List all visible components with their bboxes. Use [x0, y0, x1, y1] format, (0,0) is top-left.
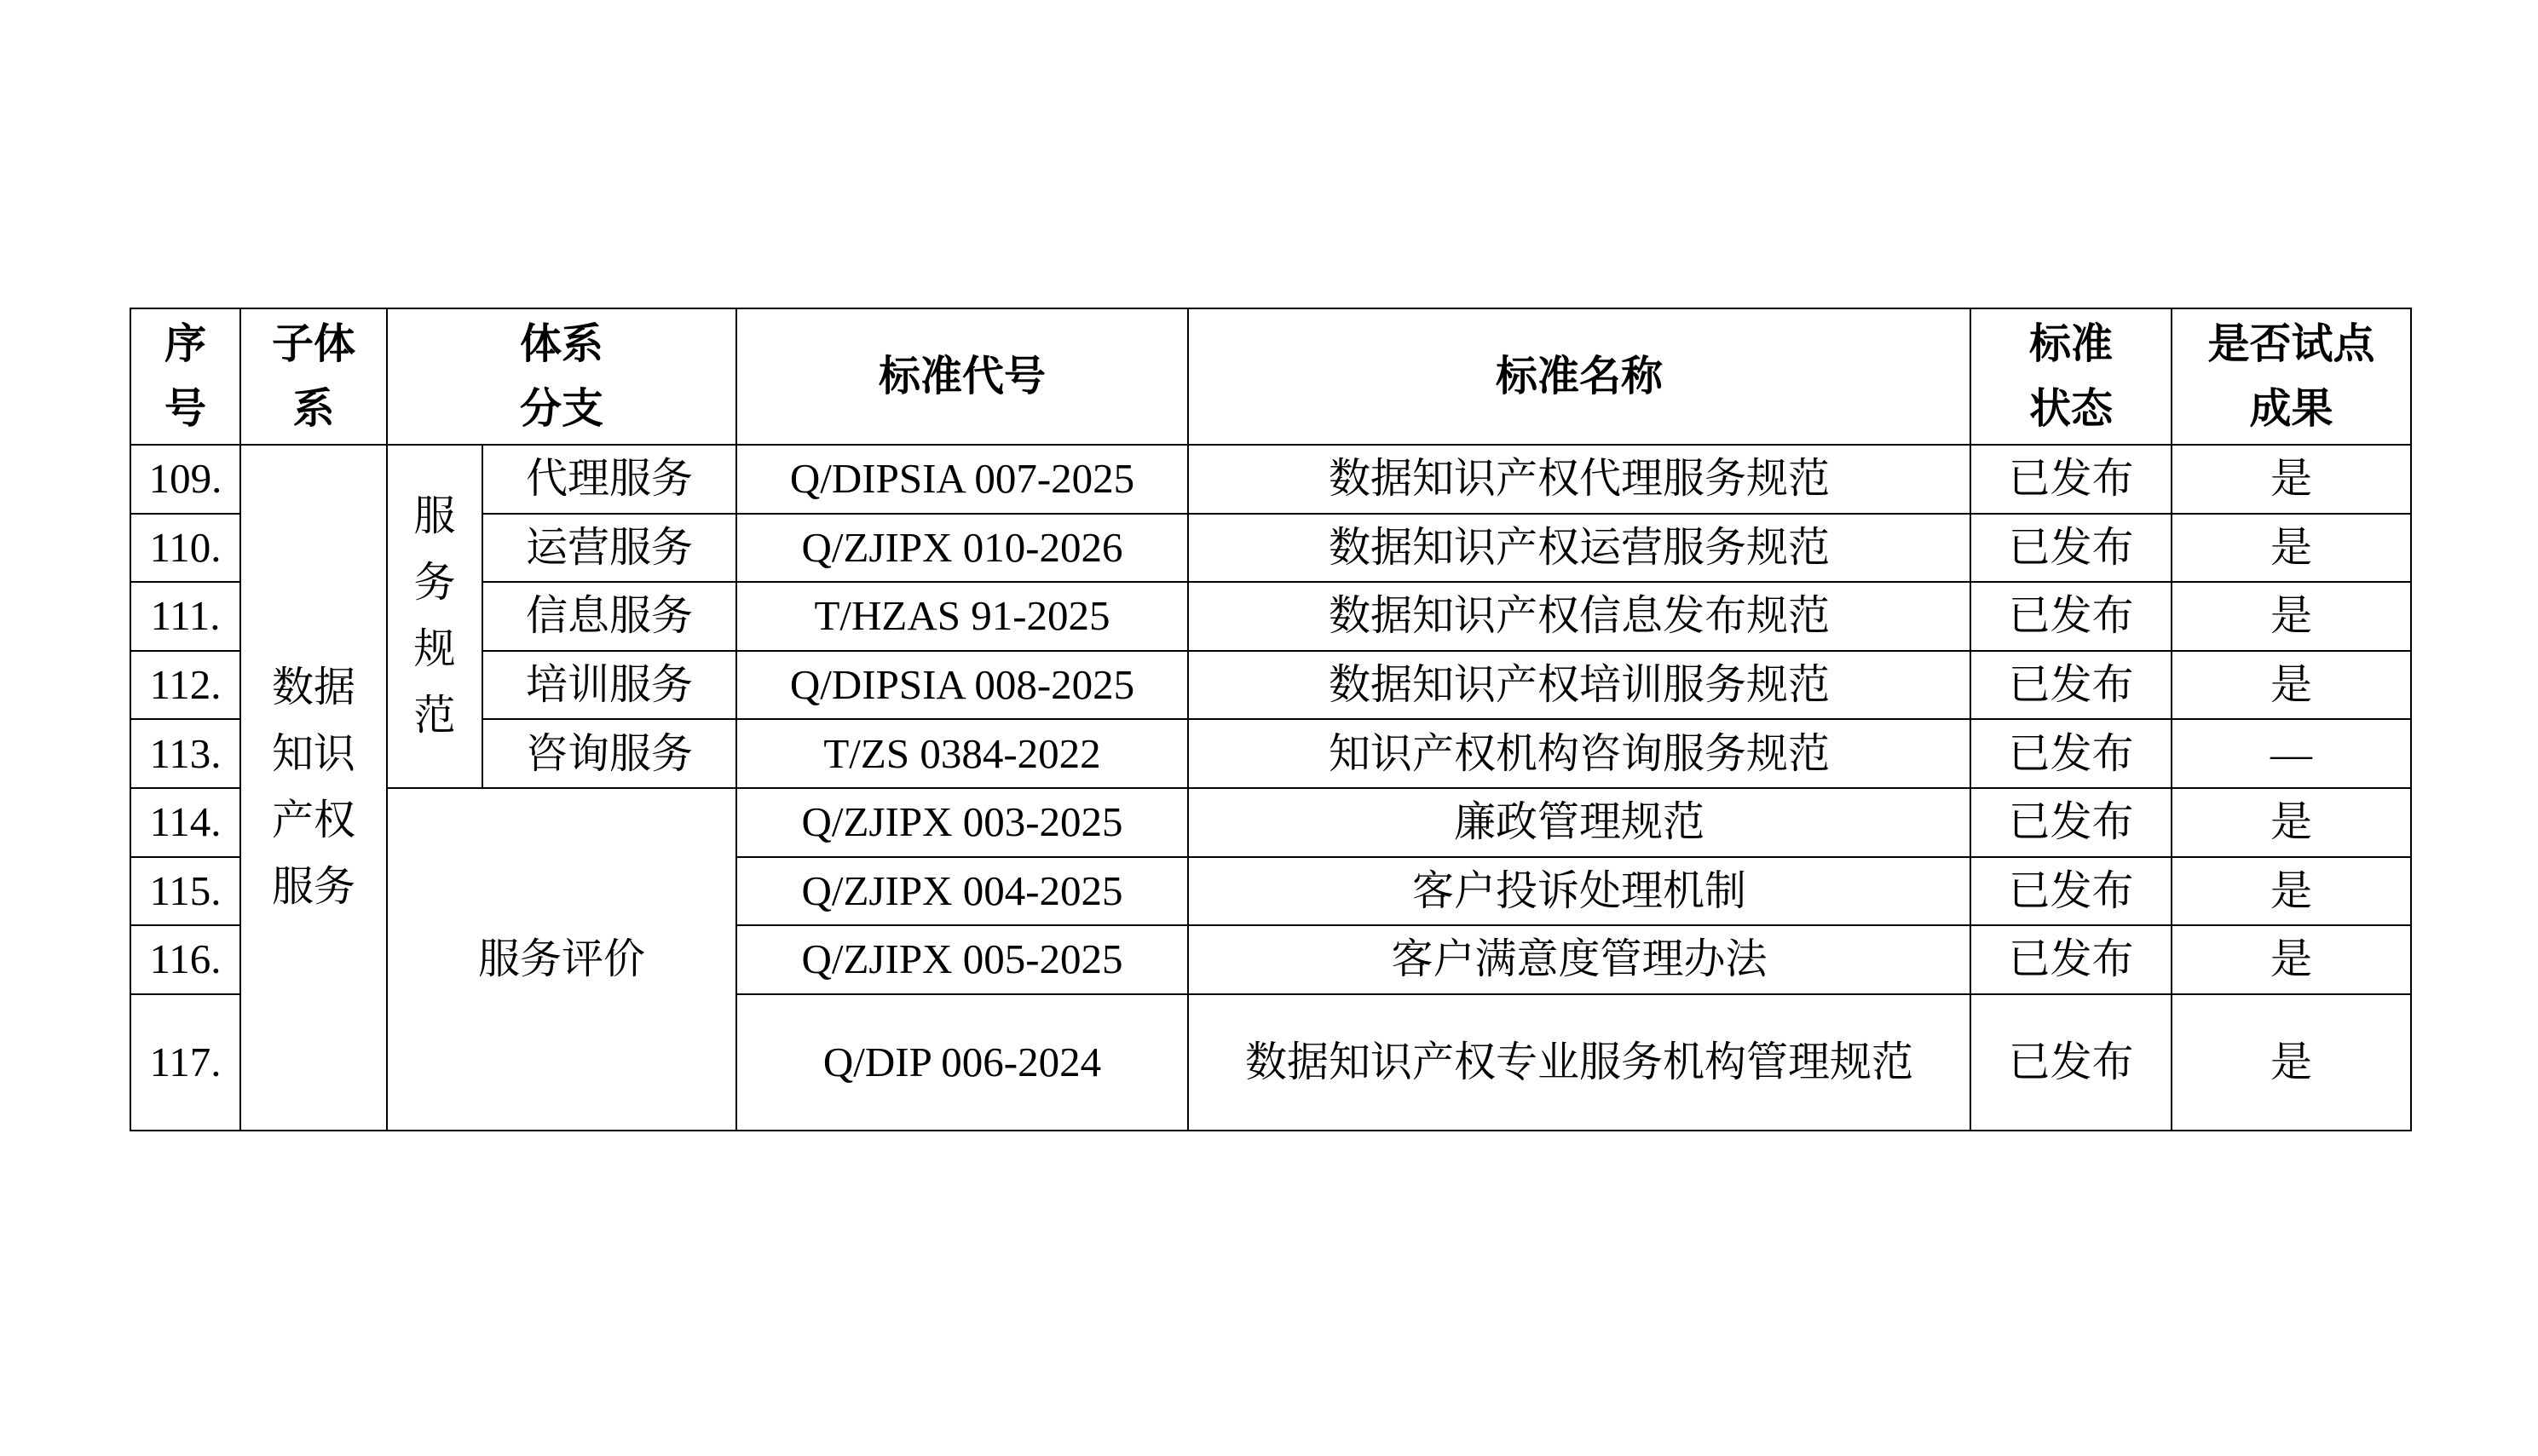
row-branch: 信息服务	[482, 582, 736, 651]
row-status: 已发布	[1970, 994, 2172, 1131]
row-seq: 114.	[130, 788, 240, 857]
row-code: Q/DIP 006-2024	[736, 994, 1188, 1131]
row-code: Q/ZJIPX 003-2025	[736, 788, 1188, 857]
row-pilot: 是	[2172, 994, 2411, 1131]
row-pilot: 是	[2172, 788, 2411, 857]
row-branch: 咨询服务	[482, 719, 736, 788]
header-code: 标准代号	[736, 308, 1188, 445]
row-seq: 109.	[130, 445, 240, 514]
row-seq: 115.	[130, 857, 240, 926]
table-row	[130, 788, 2411, 857]
row-seq: 116.	[130, 925, 240, 994]
standards-table	[130, 308, 2412, 1131]
row-pilot: 是	[2172, 925, 2411, 994]
service-spec-group-cell: 服 务 规 范	[387, 445, 482, 788]
header-name: 标准名称	[1188, 308, 1970, 445]
row-status: 已发布	[1970, 857, 2172, 926]
service-eval-group-cell: 服务评价	[387, 788, 736, 1131]
row-status: 已发布	[1970, 445, 2172, 514]
table-row	[130, 445, 2411, 514]
row-branch: 培训服务	[482, 651, 736, 720]
row-branch: 运营服务	[482, 514, 736, 583]
row-status: 已发布	[1970, 514, 2172, 583]
row-status: 已发布	[1970, 788, 2172, 857]
row-seq: 110.	[130, 514, 240, 583]
row-name: 数据知识产权信息发布规范	[1188, 582, 1970, 651]
row-pilot: —	[2172, 719, 2411, 788]
row-seq: 113.	[130, 719, 240, 788]
header-seq: 序 号	[130, 308, 240, 445]
row-pilot: 是	[2172, 514, 2411, 583]
row-code: T/HZAS 91-2025	[736, 582, 1188, 651]
row-name: 客户投诉处理机制	[1188, 857, 1970, 926]
row-name: 数据知识产权专业服务机构管理规范	[1188, 994, 1970, 1131]
row-pilot: 是	[2172, 582, 2411, 651]
row-status: 已发布	[1970, 651, 2172, 720]
row-code: Q/ZJIPX 005-2025	[736, 925, 1188, 994]
row-name: 廉政管理规范	[1188, 788, 1970, 857]
row-branch: 代理服务	[482, 445, 736, 514]
header-branch: 体系 分支	[387, 308, 736, 445]
row-pilot: 是	[2172, 857, 2411, 926]
header-status: 标准 状态	[1970, 308, 2172, 445]
row-name: 数据知识产权运营服务规范	[1188, 514, 1970, 583]
table-header-row	[130, 308, 2411, 445]
header-subsystem: 子体 系	[240, 308, 387, 445]
row-name: 数据知识产权代理服务规范	[1188, 445, 1970, 514]
row-code: Q/ZJIPX 010-2026	[736, 514, 1188, 583]
row-seq: 112.	[130, 651, 240, 720]
row-name: 数据知识产权培训服务规范	[1188, 651, 1970, 720]
row-code: Q/DIPSIA 007-2025	[736, 445, 1188, 514]
row-pilot: 是	[2172, 651, 2411, 720]
row-name: 客户满意度管理办法	[1188, 925, 1970, 994]
row-code: Q/ZJIPX 004-2025	[736, 857, 1188, 926]
row-name: 知识产权机构咨询服务规范	[1188, 719, 1970, 788]
row-seq: 117.	[130, 994, 240, 1131]
row-pilot: 是	[2172, 445, 2411, 514]
row-code: T/ZS 0384-2022	[736, 719, 1188, 788]
header-pilot: 是否试点 成果	[2172, 308, 2411, 445]
row-status: 已发布	[1970, 925, 2172, 994]
row-seq: 111.	[130, 582, 240, 651]
row-status: 已发布	[1970, 719, 2172, 788]
row-status: 已发布	[1970, 582, 2172, 651]
row-code: Q/DIPSIA 008-2025	[736, 651, 1188, 720]
subsystem-group-cell: 数据 知识 产权 服务	[240, 445, 387, 1131]
